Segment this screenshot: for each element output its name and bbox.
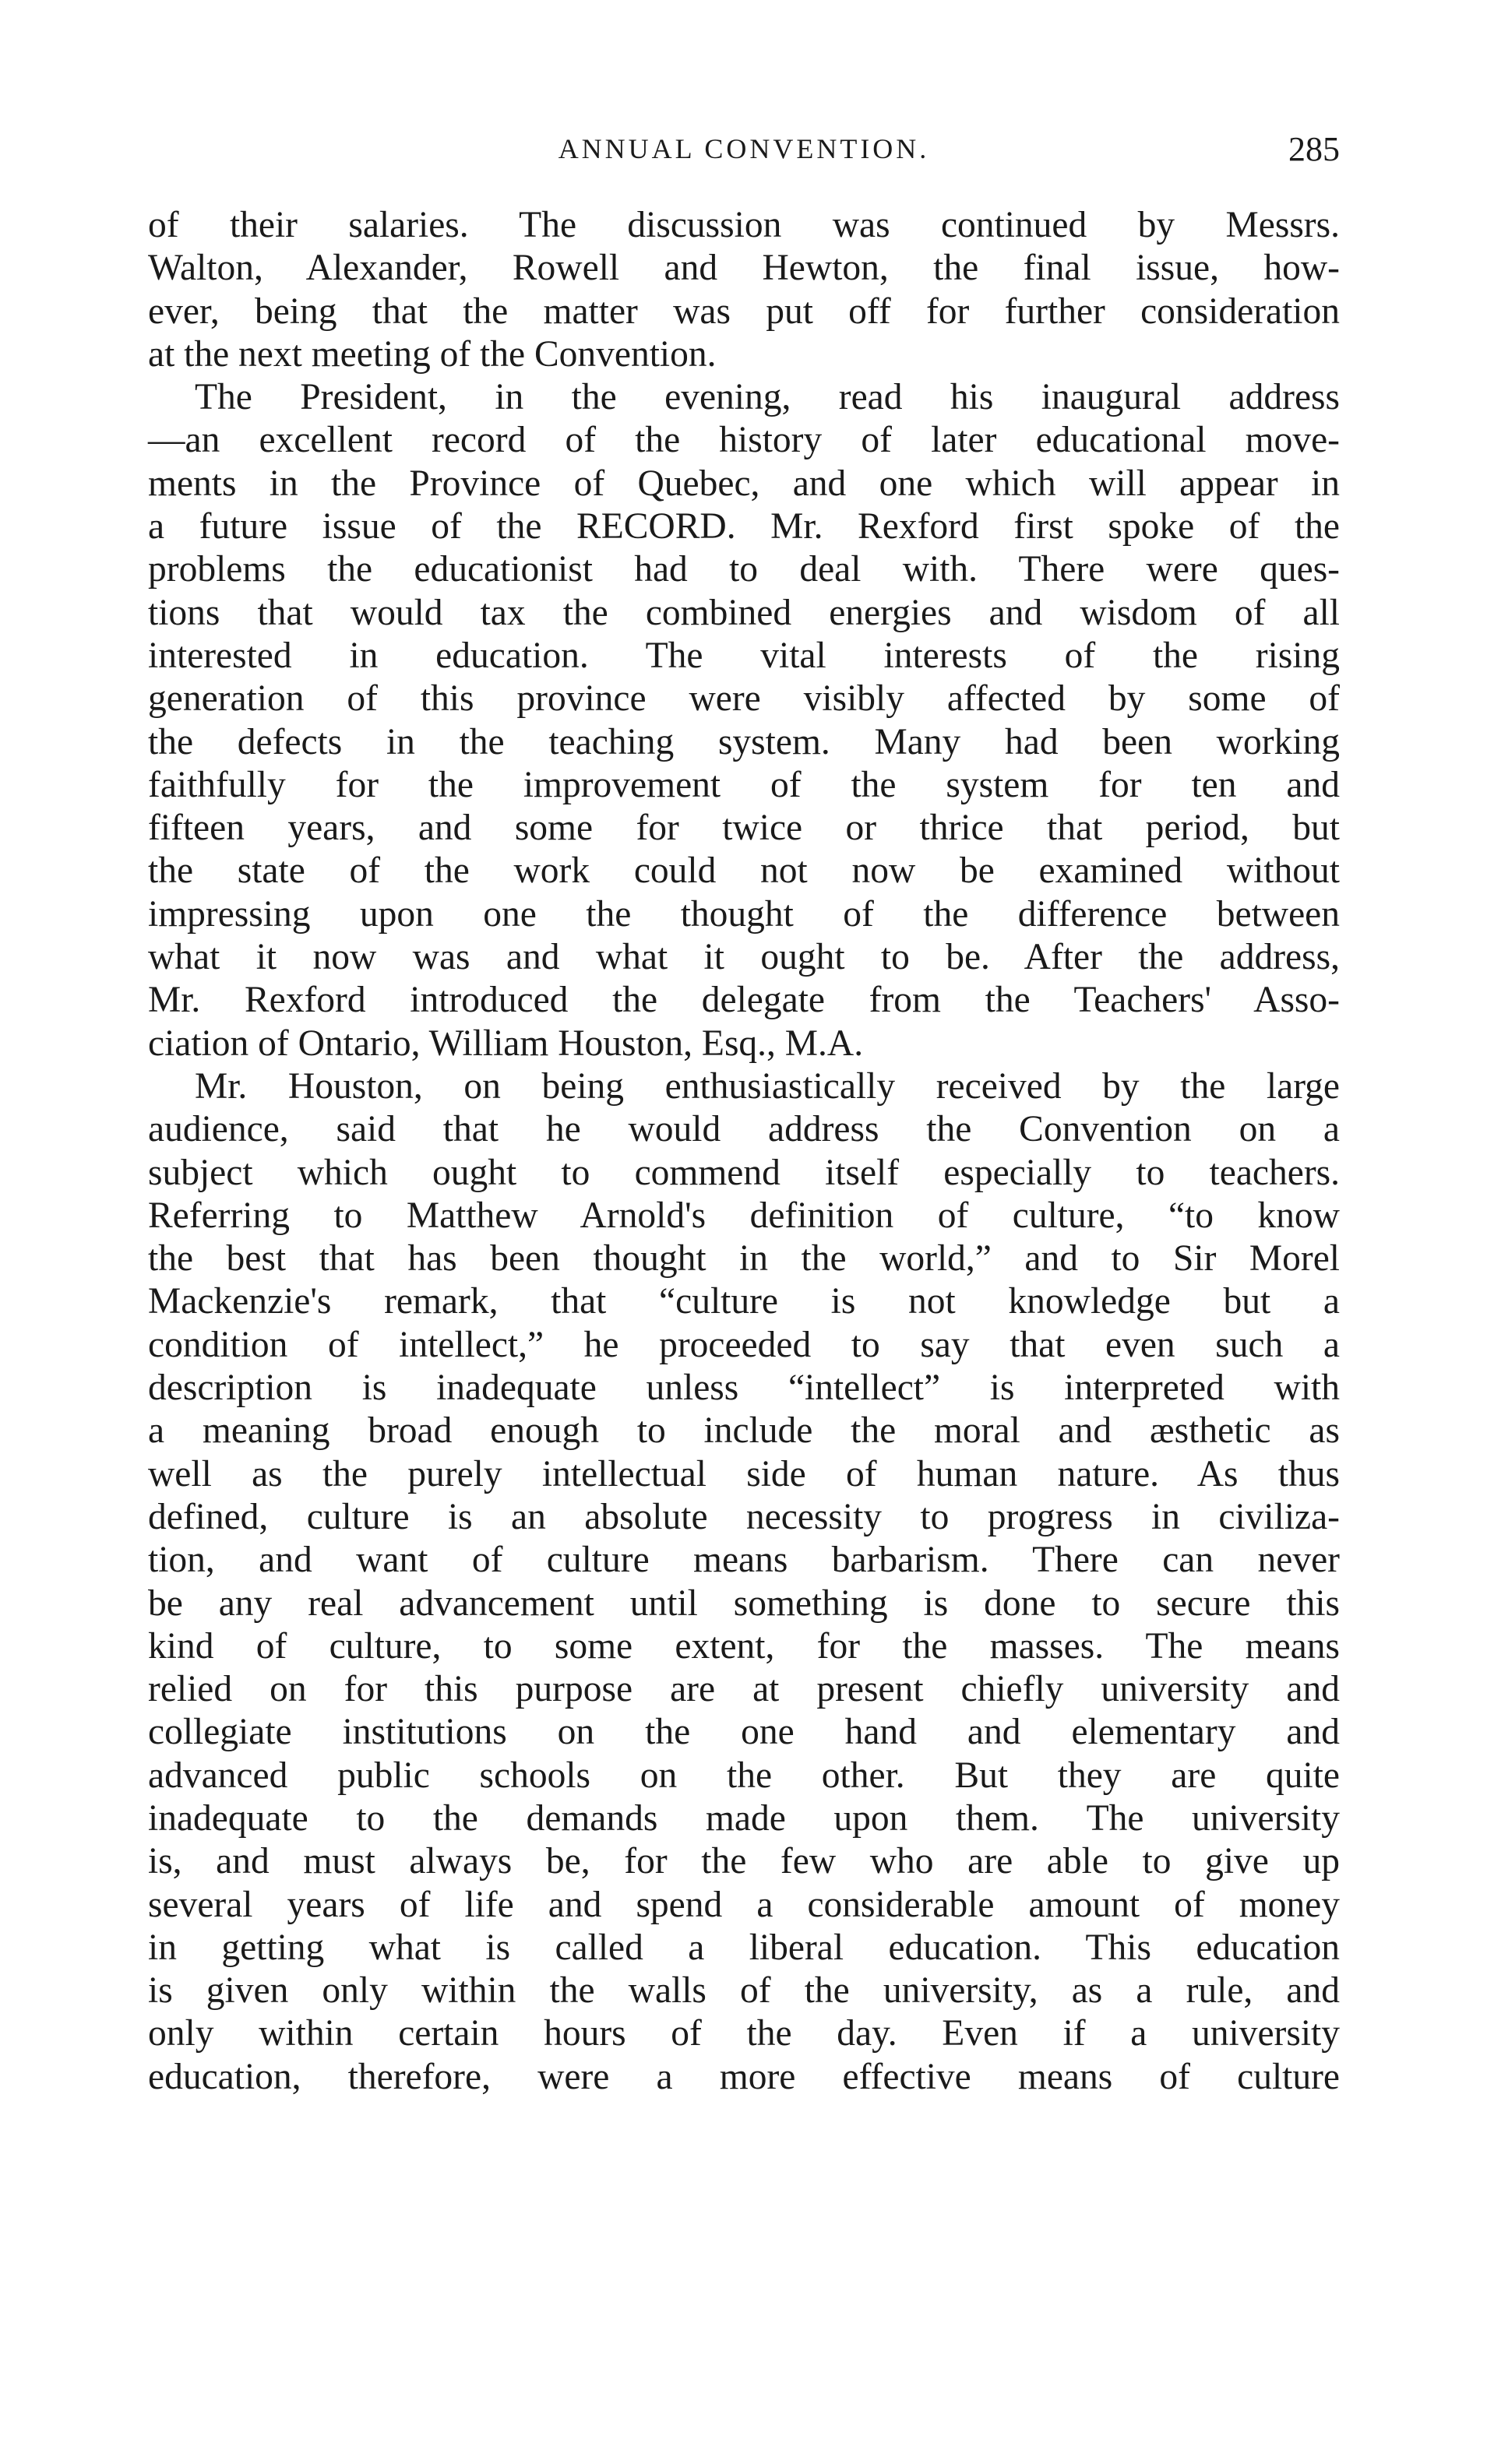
text-line: ever, being that the matter was put off for further consideration [148, 290, 1340, 332]
text-line: education, therefore, were a more effective means of culture [148, 2056, 1340, 2097]
text-line: fifteen years, and some for twice or thrice that period, but [148, 808, 1340, 849]
book-page [148, 132, 1340, 2099]
text-line: The President, in the evening, read his inaugural address [195, 377, 1340, 418]
text-line: generation of this province were visibly affected by some of [148, 678, 1340, 720]
text-line: kind of culture, to some extent, for the masses. The means [148, 1625, 1340, 1667]
text-line: tions that would tax the combined energies and wisdom of all [148, 592, 1340, 633]
text-line: ciation of Ontario, William Houston, Esq., M.A. [148, 1023, 864, 1064]
running-title: ANNUAL CONVENTION. [558, 133, 930, 164]
text-line: Walton, Alexander, Rowell and Hewton, the final issue, how- [148, 248, 1340, 289]
text-line: of their salaries. The discussion was continued by Messrs. [148, 205, 1340, 245]
text-line: interested in education. The vital interests of the rising [148, 635, 1340, 676]
page-number: 285 [1288, 130, 1340, 168]
text-line: faithfully for the improvement of the system for ten and [148, 764, 1340, 805]
text-line: relied on for this purpose are at present chiefly university and [148, 1669, 1340, 1710]
text-line: Mr. Houston, on being enthusiastically received by the large [195, 1065, 1340, 1107]
text-line: description is inadequate unless “intellect” is interpreted with [148, 1368, 1340, 1409]
text-line: audience, said that he would address the Convention on a [148, 1109, 1340, 1150]
text-line: is given only within the walls of the university, as a rule, and [148, 1970, 1340, 2012]
text-line: well as the purely intellectual side of human nature. As thus [148, 1453, 1340, 1494]
text-line: —an excellent record of the history of later educational move- [148, 420, 1340, 461]
text-line: a meaning broad enough to include the moral and æsthetic as [148, 1410, 1340, 1452]
text-line: be any real advancement until something is done to secure this [148, 1582, 1340, 1624]
text-line: several years of life and spend a considerable amount of money [148, 1884, 1340, 1925]
text-line: impressing upon one the thought of the difference between [148, 893, 1340, 935]
text-line: Mackenzie's remark, that “culture is not knowledge but a [148, 1281, 1340, 1322]
running-head [148, 132, 1340, 179]
text-line: the defects in the teaching system. Many had been working [148, 721, 1340, 762]
text-line: ments in the Province of Quebec, and one which will appear in [148, 463, 1340, 504]
text-line: collegiate institutions on the one hand and elementary and [148, 1712, 1340, 1753]
text-line: condition of intellect,” he proceeded to say that even such a [148, 1324, 1340, 1365]
text-line: problems the educationist had to deal with. There were ques- [148, 549, 1340, 590]
text-line: a future issue of the RECORD. Mr. Rexford first spoke of the [148, 506, 1340, 547]
text-line: Referring to Matthew Arnold's definition of culture, “to know [148, 1195, 1340, 1236]
text-line: inadequate to the demands made upon them. The university [148, 1797, 1340, 1839]
text-line: what it now was and what it ought to be. After the address, [148, 937, 1340, 978]
text-line: the state of the work could not now be examined without [148, 850, 1340, 892]
text-line: the best that has been thought in the world,” and to Sir Morel [148, 1238, 1340, 1280]
text-line: tion, and want of culture means barbarism. There can never [148, 1540, 1340, 1581]
text-line: in getting what is called a liberal education. This education [148, 1927, 1340, 1968]
text-line: Mr. Rexford introduced the delegate from the Teachers' Asso- [148, 980, 1340, 1021]
text-line: is, and must always be, for the few who are able to give up [148, 1841, 1340, 1882]
text-line: subject which ought to commend itself especially to teachers. [148, 1152, 1340, 1193]
text-line: advanced public schools on the other. But they are quite [148, 1755, 1340, 1796]
text-line: only within certain hours of the day. Even if a university [148, 2013, 1340, 2054]
text-line: at the next meeting of the Convention. [148, 333, 717, 375]
text-line: defined, culture is an absolute necessity to progress in civiliza- [148, 1496, 1340, 1537]
body-text [148, 204, 1340, 2099]
